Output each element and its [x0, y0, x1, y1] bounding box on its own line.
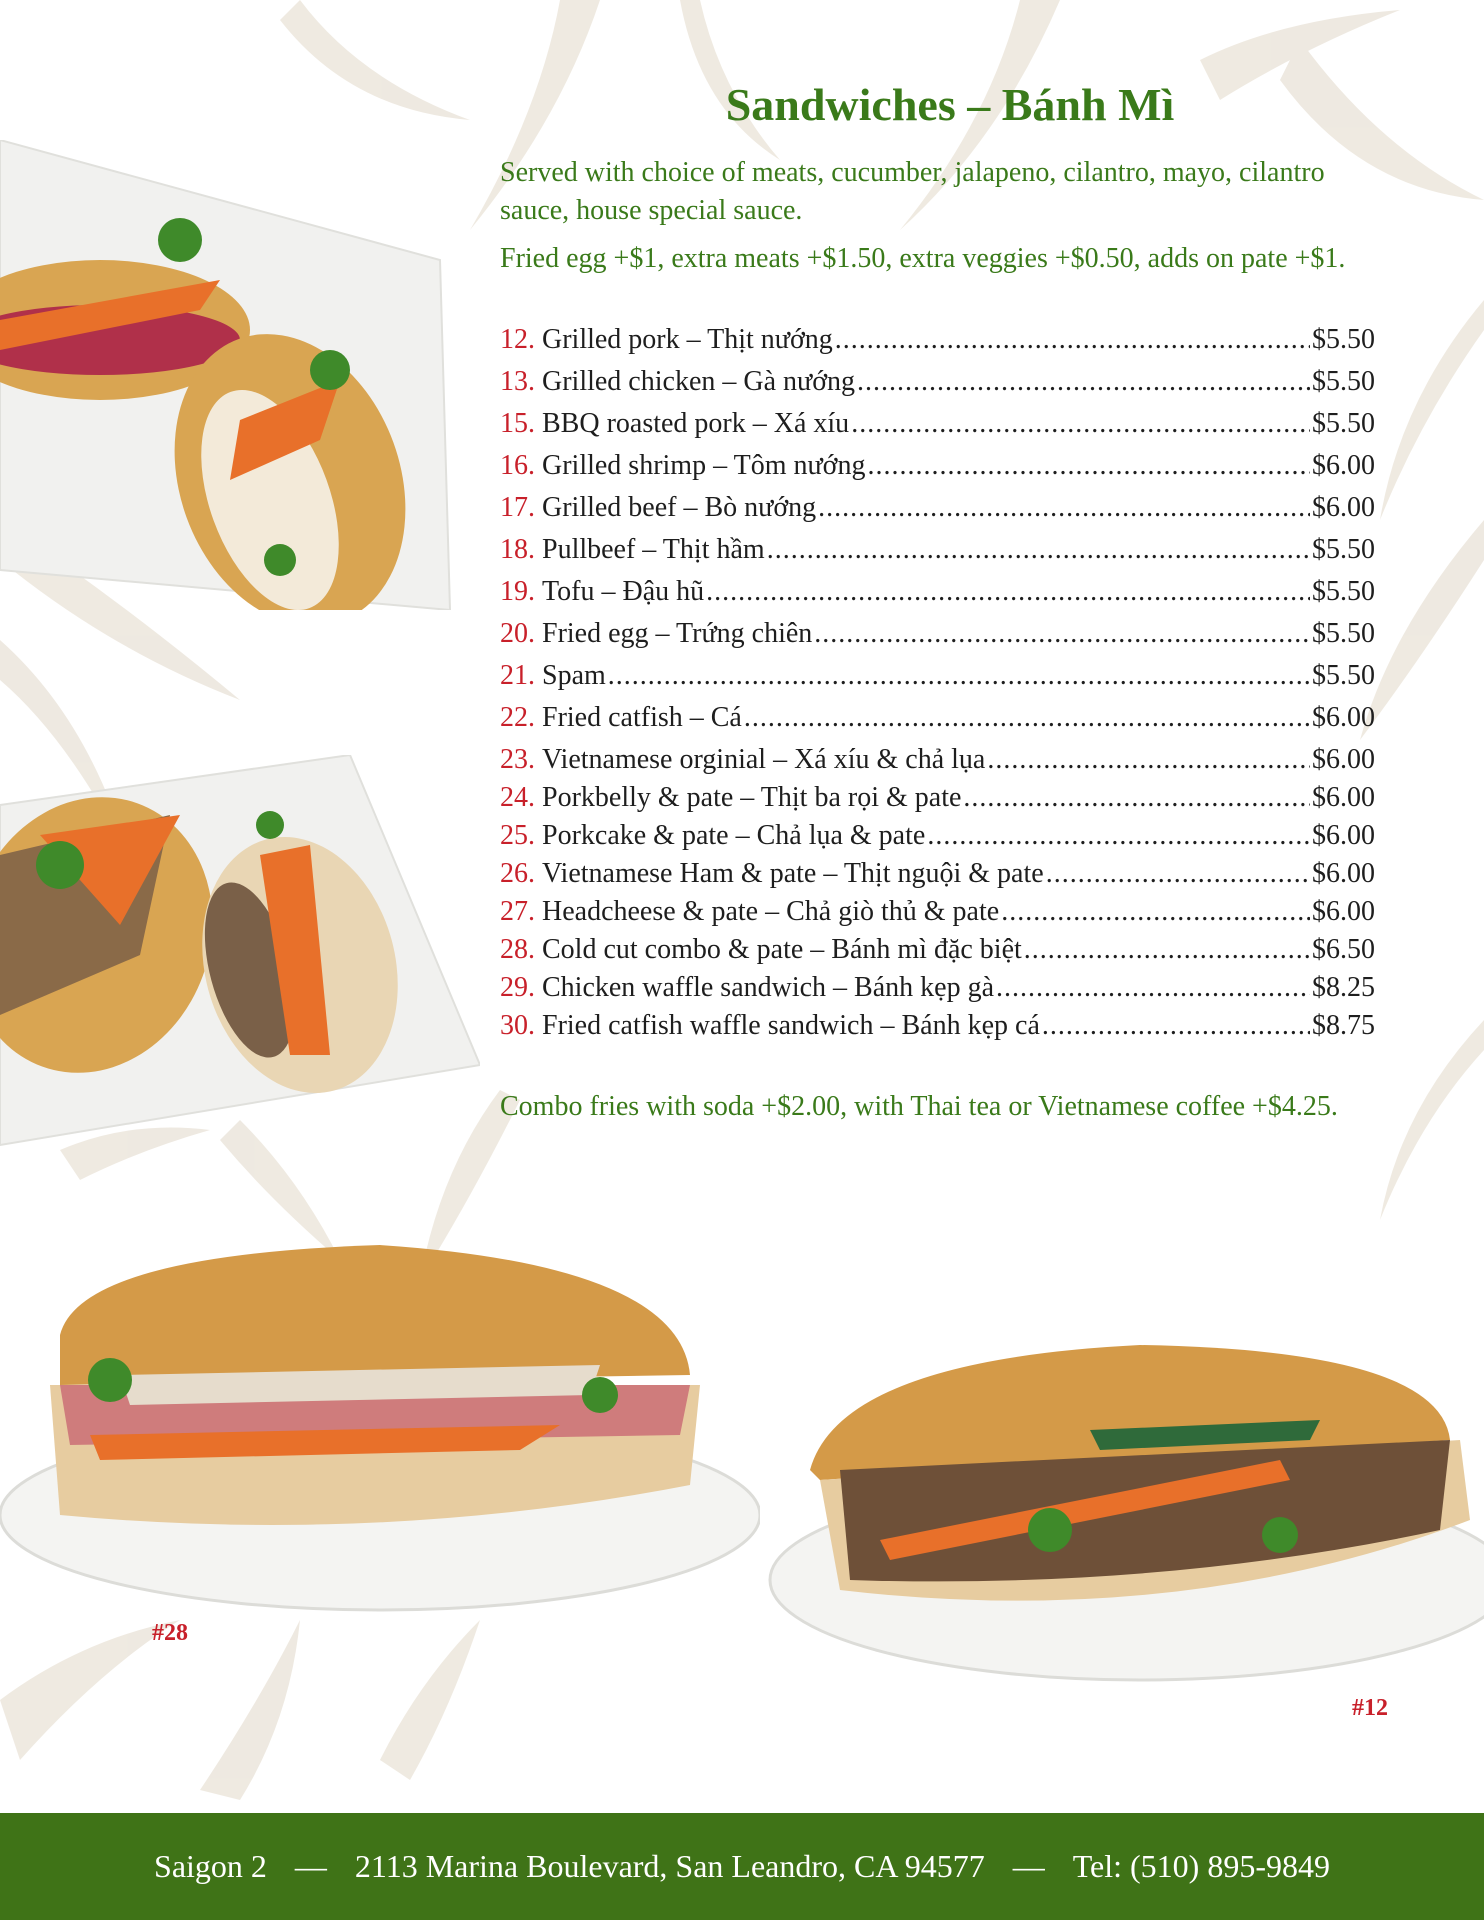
dot-leader — [608, 660, 1310, 692]
sandwich-menu-list — [500, 324, 1375, 1048]
item-name: Fried catfish waffle sandwich – Bánh kẹp cá — [542, 1010, 1040, 1041]
item-number: 30. — [500, 1010, 535, 1041]
item-name: Grilled shrimp – Tôm nướng — [542, 450, 866, 481]
item-name: Grilled pork – Thịt nướng — [542, 324, 833, 355]
menu-item — [500, 366, 1375, 408]
item-number: 15. — [500, 408, 535, 439]
item-price: $6.00 — [1312, 782, 1375, 813]
dot-leader — [963, 782, 1310, 814]
menu-item — [500, 534, 1375, 576]
item-number: 27. — [500, 896, 535, 927]
item-name: Chicken waffle sandwich – Bánh kẹp gà — [542, 972, 995, 1003]
menu-item — [500, 576, 1375, 618]
item-number: 17. — [500, 492, 535, 523]
sandwich-photo-middle — [0, 755, 480, 1150]
dot-leader — [857, 366, 1310, 398]
served-with-note: Served with choice of meats, cucumber, jalapeno, cilantro, mayo, cilantro sauce, house special sauce. — [500, 157, 1325, 226]
item-name: Porkcake & pate – Chả lụa & pate — [542, 820, 926, 851]
item-number: 18. — [500, 534, 535, 565]
item-number: 13. — [500, 366, 535, 397]
menu-item — [500, 324, 1375, 366]
dot-leader — [744, 702, 1310, 734]
add-ons-note: Fried egg +$1, extra meats +$1.50, extra veggies +$0.50, adds on pate +$1. — [500, 243, 1346, 274]
sandwich-photo-12 — [760, 1330, 1484, 1710]
item-number: 26. — [500, 858, 535, 889]
menu-item — [500, 820, 1375, 858]
menu-item — [500, 934, 1375, 972]
dot-leader — [767, 534, 1310, 566]
item-price: $5.50 — [1312, 324, 1375, 355]
item-price: $6.00 — [1312, 896, 1375, 927]
item-name: Grilled beef – Bò nướng — [542, 492, 817, 523]
item-name: Vietnamese Ham & pate – Thịt nguội & pate — [542, 858, 1044, 889]
item-price: $5.50 — [1312, 660, 1375, 691]
menu-item — [500, 972, 1375, 1010]
item-number: 24. — [500, 782, 535, 813]
menu-item — [500, 408, 1375, 450]
item-number: 28. — [500, 934, 535, 965]
restaurant-name: Saigon 2 — [154, 1848, 267, 1884]
item-name: Tofu – Đậu hũ — [542, 576, 705, 607]
footer-separator: — — [294, 1848, 327, 1884]
footer-separator: — — [1012, 1848, 1045, 1884]
item-name: Grilled chicken – Gà nướng — [542, 366, 856, 397]
photo-tag-28: #28 — [152, 1620, 188, 1646]
dot-leader — [987, 744, 1310, 776]
menu-item — [500, 492, 1375, 534]
dot-leader — [1042, 1010, 1310, 1042]
item-price: $6.00 — [1312, 702, 1375, 733]
item-number: 12. — [500, 324, 535, 355]
menu-item — [500, 702, 1375, 744]
menu-item — [500, 896, 1375, 934]
item-name: Fried catfish – Cá — [542, 702, 742, 733]
item-price: $5.50 — [1312, 618, 1375, 649]
menu-item — [500, 1010, 1375, 1048]
menu-item — [500, 450, 1375, 492]
dot-leader — [1024, 934, 1310, 966]
item-name: Porkbelly & pate – Thịt ba rọi & pate — [542, 782, 962, 813]
item-number: 25. — [500, 820, 535, 851]
dot-leader — [814, 618, 1310, 650]
item-price: $6.00 — [1312, 450, 1375, 481]
sandwich-photo-28 — [0, 1235, 760, 1635]
item-name: Cold cut combo & pate – Bánh mì đặc biệt — [542, 934, 1022, 965]
item-number: 21. — [500, 660, 535, 691]
item-price: $6.00 — [1312, 820, 1375, 851]
item-price: $6.50 — [1312, 934, 1375, 965]
item-name: BBQ roasted pork – Xá xíu — [542, 408, 850, 439]
dot-leader — [818, 492, 1310, 524]
item-price: $6.00 — [1312, 744, 1375, 775]
dot-leader — [851, 408, 1310, 440]
item-number: 29. — [500, 972, 535, 1003]
item-price: $5.50 — [1312, 366, 1375, 397]
dot-leader — [927, 820, 1310, 852]
restaurant-address: 2113 Marina Boulevard, San Leandro, CA 94577 — [354, 1848, 985, 1884]
combo-note: Combo fries with soda +$2.00, with Thai tea or Vietnamese coffee +$4.25. — [500, 1091, 1338, 1122]
menu-item — [500, 618, 1375, 660]
item-price: $5.50 — [1312, 534, 1375, 565]
dot-leader — [1001, 896, 1310, 928]
dot-leader — [867, 450, 1310, 482]
item-number: 16. — [500, 450, 535, 481]
item-price: $6.00 — [1312, 858, 1375, 889]
item-name: Pullbeef – Thịt hầm — [542, 534, 765, 565]
dot-leader — [706, 576, 1310, 608]
photo-tag-12: #12 — [1352, 1695, 1388, 1721]
item-name: Headcheese & pate – Chả giò thủ & pate — [542, 896, 1000, 927]
dot-leader — [835, 324, 1310, 356]
dot-leader — [1046, 858, 1310, 890]
item-number: 22. — [500, 702, 535, 733]
item-price: $8.75 — [1312, 1010, 1375, 1041]
item-price: $6.00 — [1312, 492, 1375, 523]
dot-leader — [996, 972, 1310, 1004]
menu-item — [500, 660, 1375, 702]
sandwich-photo-top — [0, 140, 460, 610]
item-number: 23. — [500, 744, 535, 775]
footer-bar — [0, 1813, 1484, 1920]
item-price: $8.25 — [1312, 972, 1375, 1003]
item-number: 19. — [500, 576, 535, 607]
restaurant-phone: Tel: (510) 895-9849 — [1072, 1848, 1330, 1884]
page-title: Sandwiches – Bánh Mì — [725, 79, 1175, 130]
item-price: $5.50 — [1312, 576, 1375, 607]
item-number: 20. — [500, 618, 535, 649]
menu-item — [500, 858, 1375, 896]
item-name: Spam — [542, 660, 606, 691]
item-price: $5.50 — [1312, 408, 1375, 439]
item-name: Vietnamese orginial – Xá xíu & chả lụa — [542, 744, 986, 775]
item-name: Fried egg – Trứng chiên — [542, 618, 813, 649]
menu-item — [500, 744, 1375, 782]
menu-item — [500, 782, 1375, 820]
